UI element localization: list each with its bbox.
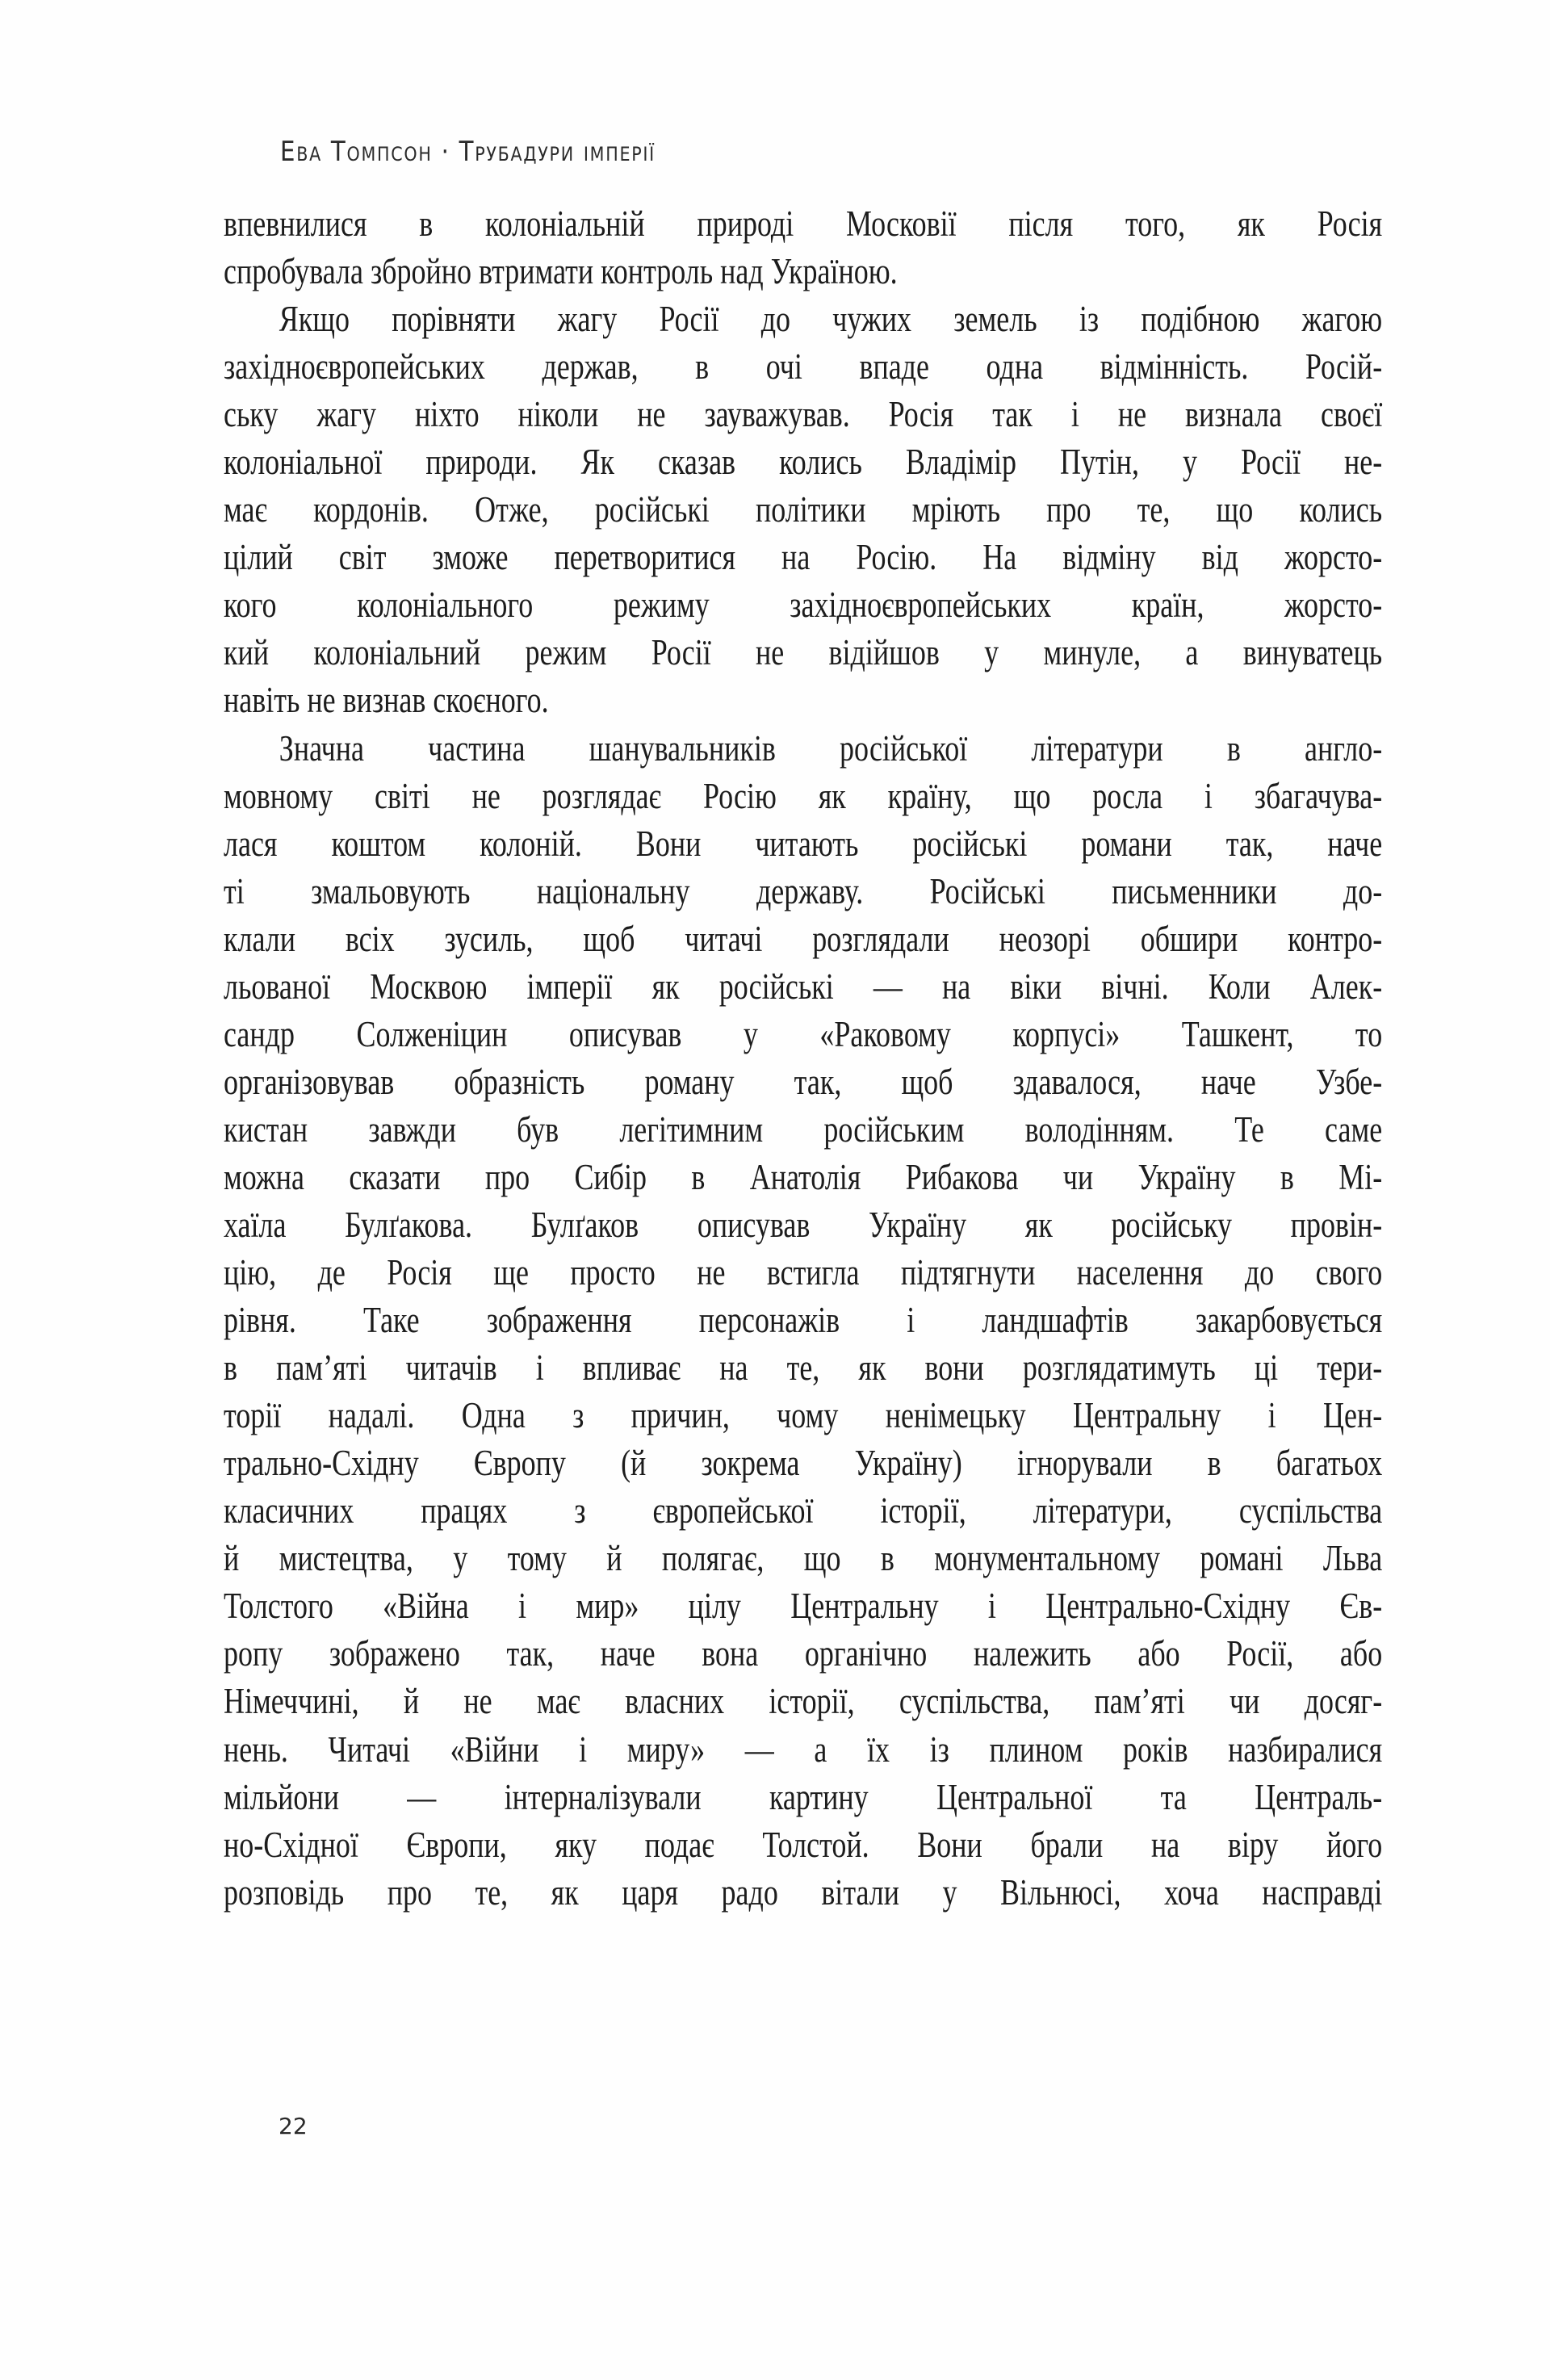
text-line-content: можна сказати про Сибір в Анатолія Рибакова чи Україну в Мі- bbox=[224, 1156, 1383, 1197]
text-line bbox=[224, 248, 1382, 295]
text-line-content: навіть не визнав скоєного. bbox=[224, 680, 549, 721]
text-line-content: має кордонів. Отже, російські політики мріють про те, що колись bbox=[224, 489, 1383, 530]
text-line-content: ті змальовують національну державу. Російські письменники до- bbox=[224, 870, 1383, 911]
text-line-content: льованої Москвою імперії як російські — на віки вічні. Коли Алек- bbox=[224, 966, 1383, 1007]
text-line-content: в пам’яті читачів і впливає на те, як вони розглядатимуть ці тери- bbox=[224, 1347, 1383, 1389]
text-line-content: торії надалі. Одна з причин, чому ненімецьку Центральну і Цен- bbox=[224, 1395, 1383, 1436]
text-line-content: Толстого «Війна і мир» цілу Центральну і Центрально-Східну Єв- bbox=[224, 1586, 1383, 1627]
text-line-content: нень. Читачі «Війни і миру» — а їх із плином років назбиралися bbox=[224, 1728, 1383, 1770]
text-line bbox=[224, 486, 1382, 534]
text-line-content: трально-Східну Європу (й зокрема Україну) ігнорували в багатьох bbox=[224, 1443, 1383, 1484]
text-line bbox=[224, 677, 1382, 724]
text-line bbox=[224, 581, 1382, 629]
text-line bbox=[224, 725, 1382, 773]
text-line-content: Якщо порівняти жагу Росії до чужих земель із подібною жагою bbox=[279, 299, 1383, 340]
text-line-content: рівня. Таке зображення персонажів і ландшафтів закарбовується bbox=[224, 1300, 1383, 1341]
text-line bbox=[224, 391, 1382, 438]
running-head: Ева Томпсон · Трубадури імперії bbox=[280, 136, 656, 168]
text-line bbox=[224, 1058, 1382, 1106]
text-line bbox=[224, 1249, 1382, 1297]
text-line-content: Значна частина шанувальників російської літератури в англо- bbox=[279, 727, 1383, 769]
text-line bbox=[224, 1726, 1382, 1774]
text-line bbox=[224, 1392, 1382, 1439]
text-line bbox=[224, 343, 1382, 391]
text-line-content: колоніальної природи. Як сказав колись Владімір Путін, у Росії не- bbox=[224, 442, 1383, 483]
text-line-content: класичних працях з європейської історії, літератури, суспільства bbox=[224, 1490, 1383, 1531]
text-line-content: лася коштом колоній. Вони читають російські романи так, наче bbox=[224, 823, 1383, 864]
text-line bbox=[224, 1439, 1382, 1487]
text-line-content: ську жагу ніхто ніколи не зауважував. Росія так і не визнала своєї bbox=[224, 394, 1383, 435]
text-line bbox=[224, 868, 1382, 916]
text-line-content: розповідь про те, як царя радо вітали у Вільнюсі, хоча насправді bbox=[224, 1871, 1383, 1913]
text-line bbox=[224, 534, 1382, 581]
text-line-content: спробувала збройно втримати контроль над Україною. bbox=[224, 251, 898, 292]
text-line-content: й мистецтва, у тому й полягає, що в монументальному романі Льва bbox=[224, 1538, 1383, 1579]
text-line bbox=[224, 438, 1382, 486]
text-line-content: цію, де Росія ще просто не встигла підтягнути населення до свого bbox=[224, 1252, 1383, 1293]
text-line bbox=[224, 295, 1382, 343]
text-line bbox=[224, 1344, 1382, 1392]
text-line bbox=[224, 1678, 1382, 1725]
text-line-content: кий колоніальний режим Росії не відійшов у минуле, а винуватець bbox=[224, 632, 1383, 673]
text-line bbox=[224, 916, 1382, 963]
text-line bbox=[224, 200, 1382, 248]
page-number: 22 bbox=[279, 2113, 308, 2139]
text-line-content: мовному світі не розглядає Росію як країну, що росла і збагачува- bbox=[224, 775, 1383, 816]
text-line bbox=[224, 1201, 1382, 1249]
text-line-content: мільйони — інтерналізували картину Центральної та Централь- bbox=[224, 1776, 1383, 1817]
text-line bbox=[224, 1630, 1382, 1678]
text-line-content: кистан завжди був легітимним російським володінням. Те саме bbox=[224, 1108, 1383, 1150]
text-line bbox=[224, 1297, 1382, 1344]
text-line-content: Німеччині, й не має власних історії, суспільства, пам’яті чи досяг- bbox=[224, 1681, 1383, 1722]
text-line-content: організовував образність роману так, щоб здавалося, наче Узбе- bbox=[224, 1061, 1383, 1102]
text-line bbox=[224, 1869, 1382, 1917]
text-line bbox=[224, 1582, 1382, 1630]
text-line bbox=[224, 1106, 1382, 1154]
text-line bbox=[224, 820, 1382, 868]
text-line bbox=[224, 1487, 1382, 1535]
text-line-content: західноєвропейських держав, в очі впаде одна відмінність. Росій- bbox=[224, 346, 1383, 388]
text-line bbox=[224, 1154, 1382, 1201]
text-line bbox=[224, 1774, 1382, 1821]
body-text bbox=[224, 200, 1382, 1917]
text-line bbox=[224, 629, 1382, 677]
text-line-content: хаїла Булґакова. Булґаков описував Україну як російську провін- bbox=[224, 1204, 1383, 1245]
text-line-content: но-Східної Європи, яку подає Толстой. Вони брали на віру його bbox=[224, 1824, 1383, 1865]
text-line-content: кого колоніального режиму західноєвропейських країн, жорсто- bbox=[224, 585, 1383, 626]
text-line bbox=[224, 1535, 1382, 1582]
text-line-content: впевнилися в колоніальній природі Московії після того, як Росія bbox=[224, 203, 1383, 244]
text-line bbox=[224, 963, 1382, 1011]
text-line bbox=[224, 1821, 1382, 1869]
text-line-content: цілий світ зможе перетворитися на Росію. На відміну від жорсто- bbox=[224, 537, 1383, 578]
text-line bbox=[224, 773, 1382, 820]
text-line bbox=[224, 1011, 1382, 1058]
text-line-content: сандр Солженіцин описував у «Раковому корпусі» Ташкент, то bbox=[224, 1013, 1383, 1054]
text-line-content: ропу зображено так, наче вона органічно належить або Росії, або bbox=[224, 1633, 1383, 1674]
text-line-content: клали всіх зусиль, щоб читачі розглядали неозорі обшири контро- bbox=[224, 918, 1383, 959]
